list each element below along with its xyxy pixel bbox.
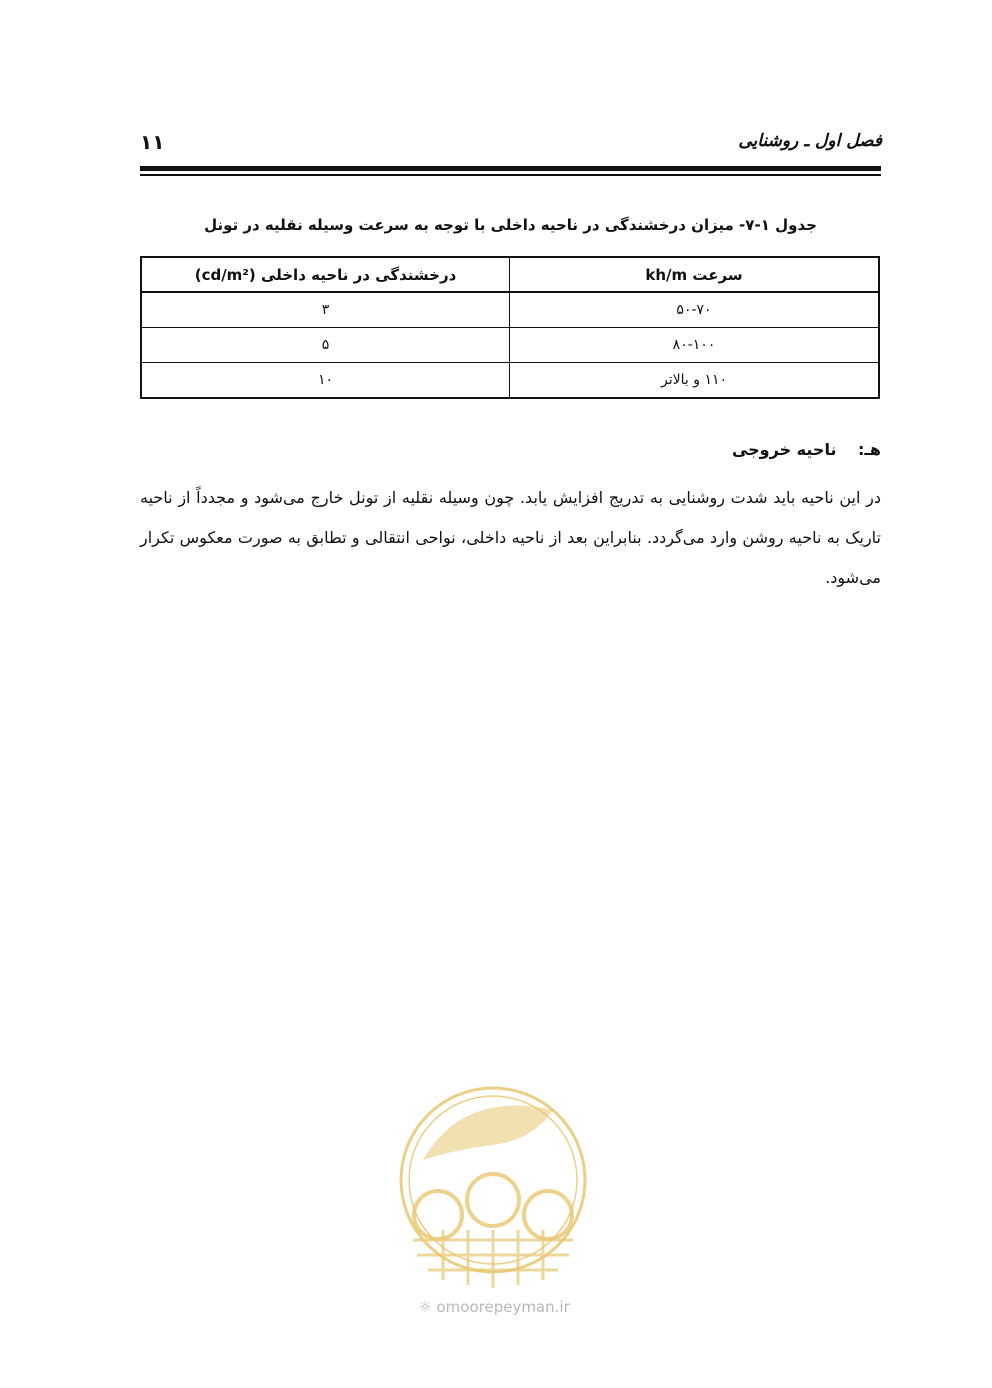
running-head: فصل اول ـ روشنایی xyxy=(738,131,882,151)
page-number: ۱۱ xyxy=(140,130,165,154)
header-luminance: درخشندگی در ناحیه داخلی (cd/m²) xyxy=(141,257,510,292)
watermark-url xyxy=(384,1298,604,1316)
section-heading xyxy=(732,440,881,459)
table-header-row xyxy=(141,257,879,292)
watermark-url-text: omoorepeyman.ir xyxy=(436,1298,570,1316)
cell-speed: ۵۰-۷۰ xyxy=(510,292,880,328)
cell-speed: ۱۱۰ و بالاتر xyxy=(510,363,880,399)
cell-speed: ۸۰-۱۰۰ xyxy=(510,328,880,363)
table-row xyxy=(141,292,879,328)
section-marker: هـ: xyxy=(858,440,881,459)
table-row xyxy=(141,328,879,363)
cell-luminance: ۱۰ xyxy=(141,363,510,399)
table-row xyxy=(141,363,879,399)
body-paragraph: در این ناحیه باید شدت روشنایی به تدریج افزایش یابد. چون وسیله نقلیه از تونل خارج می‌شود و مجدداً از ناحیه تاریک به ناحیه روشن وارد می‌گردد. بنابراین بعد از ناحیه داخلی، نواحی انتقالی و تطابق به صورت معکوس تکرار می‌شود. xyxy=(140,488,881,587)
header-rule-thin xyxy=(140,174,881,176)
cell-luminance: ۳ xyxy=(141,292,510,328)
section-title: ناحیه خروجی xyxy=(731,440,837,459)
speed-luminance-table xyxy=(140,256,880,399)
table-caption: جدول ۱-۷- میزان درخشندگی در ناحیه داخلی با توجه به سرعت وسیله نقلیه در تونل xyxy=(204,216,817,234)
cell-luminance: ۵ xyxy=(141,328,510,363)
globe-icon: ☼ xyxy=(418,1298,432,1316)
header-speed: سرعت kh/m xyxy=(510,257,880,292)
header-rule-thick xyxy=(140,166,881,171)
